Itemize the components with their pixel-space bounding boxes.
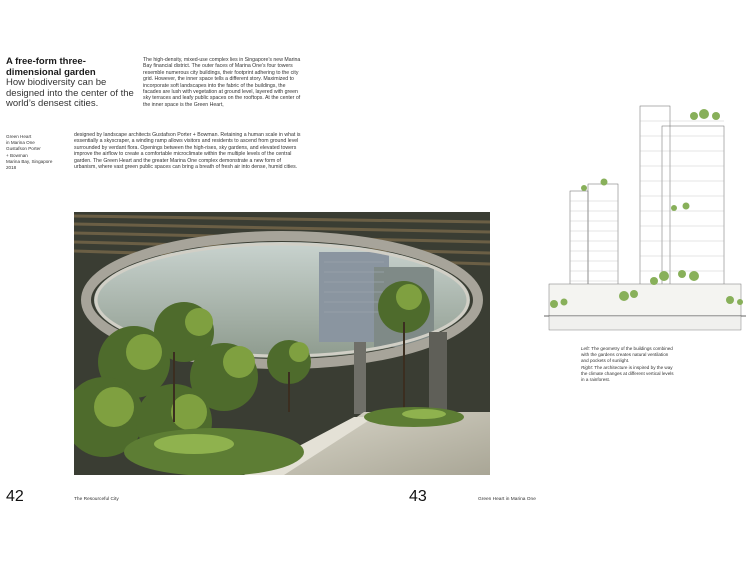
credit-line: + Bowman [6,152,28,158]
drawing-caption [581,346,677,383]
credit-line: 2018 [6,165,17,171]
article-title: A free-form three-dimensional garden [6,56,96,78]
article-heading [6,57,134,110]
caption-left-text: The geometry of the buildings combined with the gardens creates natural ventilation and pockets of sunlight. [581,346,673,363]
left-running-head: The Resourceful City [74,497,119,502]
body-text-continued: designed by landscape architects Gustafson Porter + Bowman. Retaining a human scale in what is essentially a skyscraper, a winding ramp allows visitors and residents to ascend from ground level surrounded by verdant flora. Openings between the high-rises, sky gardens, and elevated towers improve the airflow to create a comfortable microclimate within the multiple levels of the central garden. The Green Heart and the greater Marina One complex demonstrate a new form of urbanism, where vast green public spaces can bring a breath of fresh air into dense, humid cities. [74,132,301,171]
garden-photograph [74,212,490,475]
right-page-number: 43 [409,488,427,505]
caption-right-paragraph [581,365,677,383]
project-credit-caption [6,134,74,171]
article-subtitle: How biodiversity can be designed into the center of the world’s densest cities. [6,77,134,109]
credit-line: Marina Bay, Singapore [6,158,53,164]
credit-line: Gustafson Porter [6,146,41,152]
left-page-number: 42 [6,488,24,505]
caption-right-label: Right: [581,364,594,370]
caption-left-paragraph [581,346,677,364]
credit-line: in Marina One [6,140,35,146]
caption-right-text: The architecture is inspired by the way the climate changes at different vertical levels in a rainforest. [581,364,674,382]
body-text-column: The high-density, mixed-use complex lies in Singapore’s new Marina Bay financial district. The outer faces of Marina One’s four towers resemble numerous city buildings, their footprint adhering to the city grid. However, the inner space tells a different story. Maximized to incorporate soft landscapes into the fabric of the buildings, the facades are lush with vegetation at ground level, layered with green sky terraces and leafy public spaces on the rooftops. At the center of the inner space is the Green Heart, [143,57,301,108]
credit-line: Green Heart [6,134,32,139]
right-running-head: Green Heart in Marina One [478,497,536,502]
architectural-section-drawing [544,96,746,336]
caption-left-label: Left: [581,346,590,351]
